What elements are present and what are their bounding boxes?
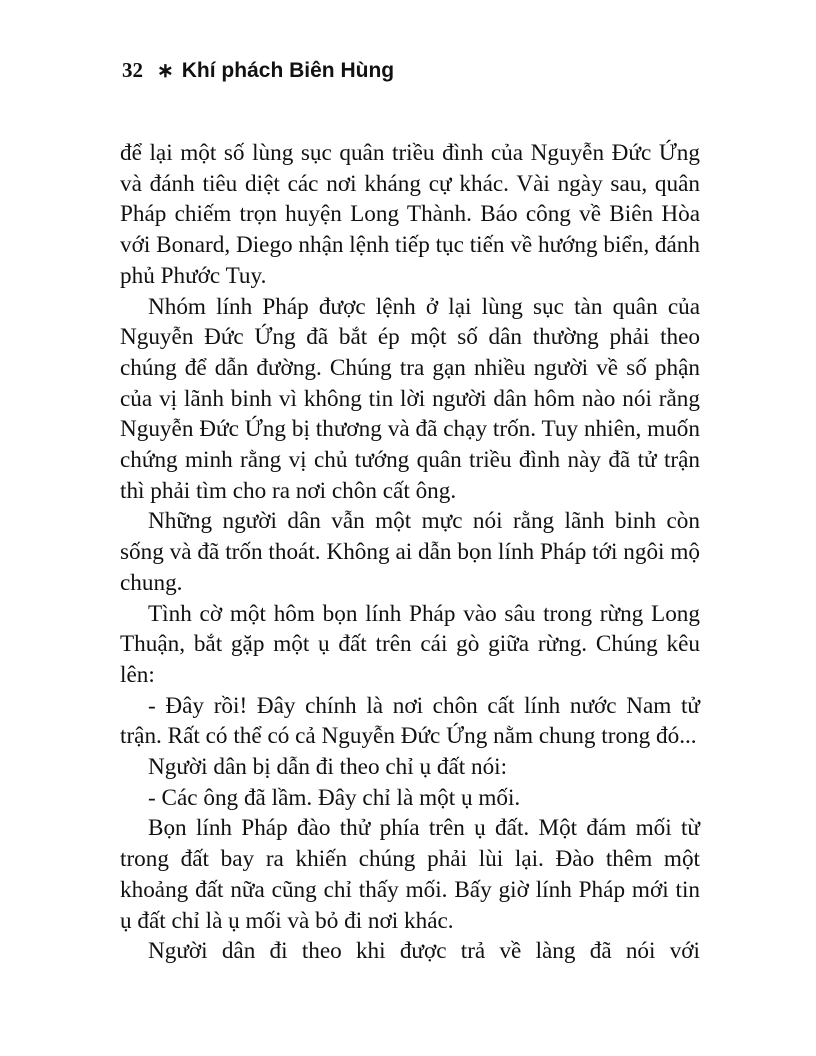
- paragraph-2: Nhóm lính Pháp được lệnh ở lại lùng sục tàn quân của Nguyễn Đức Ứng đã bắt ép một số dân thường phải theo chúng để dẫn đường. Chúng tra gạn nhiều người về số phận của vị lãnh binh vì không tin lời người dân hôm nào nói rằng Nguyễn Đức Ứng bị thương và đã chạy trốn. Tuy nhiên, muốn chứng minh rằng vị chủ tướng quân triều đình này đã tử trận thì phải tìm cho ra nơi chôn cất ông.: [120, 293, 700, 504]
- paragraph-5: Người dân bị dẫn đi theo chỉ ụ đất nói:: [148, 754, 508, 781]
- running-header: [122, 58, 394, 83]
- paragraph-6: Bọn lính Pháp đào thử phía trên ụ đất. Một đám mối từ trong đất bay ra khiến chúng phải lùi lại. Đào thêm một khoảng đất nữa cũng chỉ thấy mối. Bấy giờ lính Pháp mới tin ụ đất chỉ là ụ mối và bỏ đi nơi khác.: [120, 815, 700, 934]
- body-text: [120, 138, 700, 967]
- book-title: Khí phách Biên Hùng: [181, 59, 395, 82]
- page-number: 32: [122, 58, 143, 82]
- paragraph-7: Người dân đi theo khi được trả về làng đã nói với: [148, 938, 700, 965]
- separator-icon: ∗: [157, 60, 174, 82]
- paragraph-3: Những người dân vẫn một mực nói rằng lãnh binh còn sống và đã trốn thoát. Không ai dẫn bọn lính Pháp tới ngôi mộ chung.: [120, 508, 700, 596]
- dialogue-1: - Đây rồi! Đây chính là nơi chôn cất lính nước Nam tử trận. Rất có thể có cả Nguyễn Đức Ứng nằm chung trong đó...: [120, 692, 700, 750]
- dialogue-2: - Các ông đã lầm. Đây chỉ là một ụ mối.: [148, 784, 521, 811]
- paragraph-1: để lại một số lùng sục quân triều đình của Nguyễn Đức Ứng và đánh tiêu diệt các nơi kháng cự khác. Vài ngày sau, quân Pháp chiếm trọn huyện Long Thành. Báo công về Biên Hòa với Bonard, Diego nhận lệnh tiếp tục tiến về hướng biển, đánh phủ Phước Tuy.: [120, 140, 700, 289]
- paragraph-4: Tình cờ một hôm bọn lính Pháp vào sâu trong rừng Long Thuận, bắt gặp một ụ đất trên cái gò giữa rừng. Chúng kêu lên:: [120, 600, 700, 688]
